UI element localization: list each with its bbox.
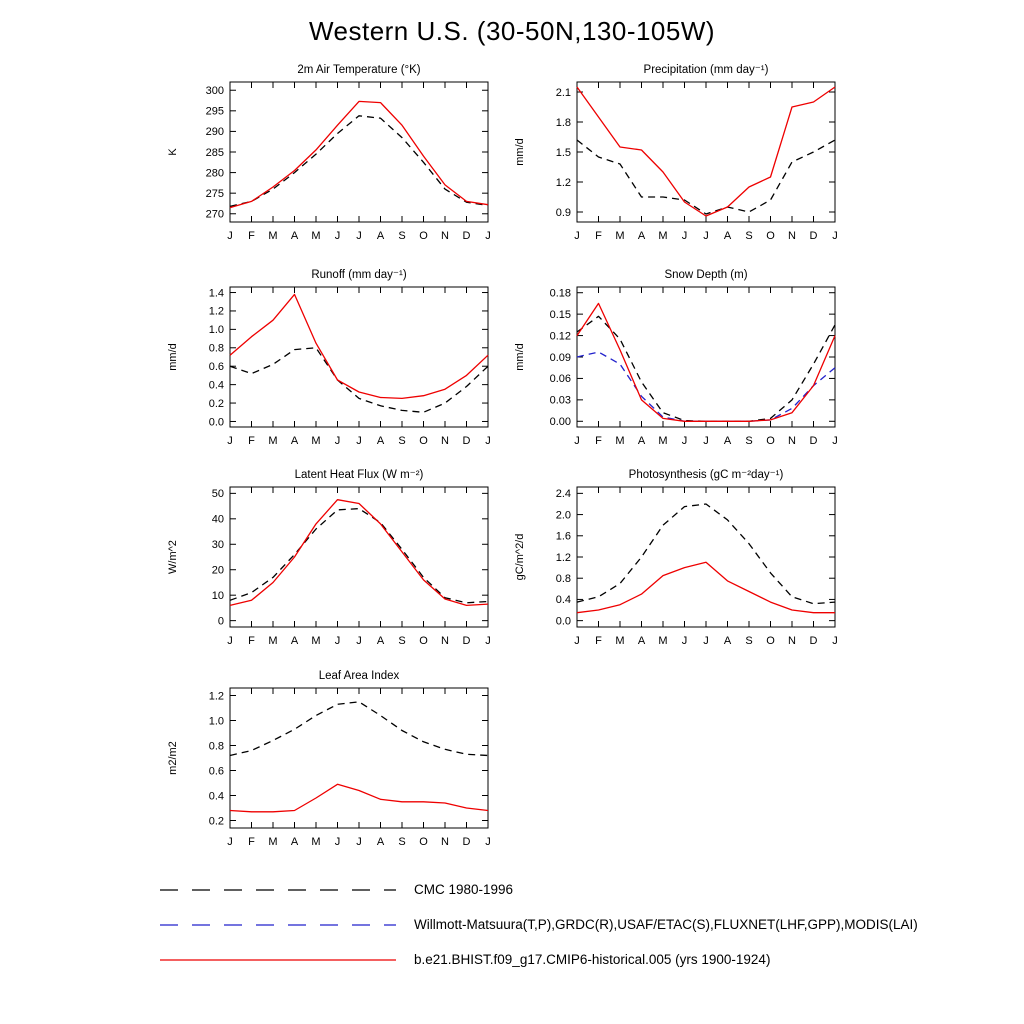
svg-text:M: M: [311, 435, 321, 447]
svg-text:A: A: [290, 635, 299, 647]
photosynthesis-chart: [497, 465, 847, 665]
svg-text:0.0: 0.0: [555, 615, 571, 628]
svg-text:A: A: [376, 435, 385, 447]
svg-text:J: J: [574, 230, 580, 242]
svg-text:1.2: 1.2: [555, 551, 571, 564]
svg-text:0.8: 0.8: [208, 342, 224, 355]
svg-text:0.6: 0.6: [208, 361, 224, 374]
svg-text:J: J: [703, 635, 709, 647]
svg-text:Photosynthesis (gC m⁻²day⁻¹): Photosynthesis (gC m⁻²day⁻¹): [628, 469, 784, 481]
svg-text:S: S: [398, 435, 406, 447]
svg-text:2m Air Temperature (°K): 2m Air Temperature (°K): [297, 64, 421, 76]
svg-text:N: N: [788, 230, 796, 242]
svg-text:J: J: [681, 435, 688, 447]
svg-text:0.09: 0.09: [549, 351, 571, 364]
svg-text:A: A: [637, 230, 646, 242]
svg-text:M: M: [311, 836, 321, 848]
precipitation-chart: [497, 60, 847, 260]
svg-text:280: 280: [205, 167, 224, 180]
legend-line-sample-dashed-blue: [158, 919, 398, 931]
svg-text:J: J: [227, 635, 233, 647]
svg-text:O: O: [419, 435, 428, 447]
legend-label: Willmott-Matsuura(T,P),GRDC(R),USAF/ETAC(S),FLUXNET(LHF,GPP),MODIS(LAI): [414, 917, 918, 932]
svg-text:2.0: 2.0: [555, 509, 571, 522]
svg-text:J: J: [681, 230, 688, 242]
svg-text:1.4: 1.4: [208, 287, 224, 300]
svg-text:0.00: 0.00: [549, 416, 571, 429]
svg-text:N: N: [441, 635, 449, 647]
svg-text:J: J: [485, 836, 491, 848]
svg-text:S: S: [745, 230, 753, 242]
svg-text:A: A: [290, 230, 299, 242]
svg-text:A: A: [723, 230, 732, 242]
svg-text:J: J: [227, 230, 233, 242]
svg-text:0.4: 0.4: [208, 790, 224, 803]
svg-text:0.03: 0.03: [549, 394, 571, 407]
legend-item-obs: [158, 907, 998, 942]
svg-text:mm/d: mm/d: [514, 343, 526, 371]
svg-text:295: 295: [205, 105, 224, 118]
svg-text:J: J: [334, 635, 341, 647]
svg-text:F: F: [595, 230, 602, 242]
svg-text:N: N: [441, 836, 449, 848]
svg-text:0.8: 0.8: [555, 573, 571, 586]
svg-text:285: 285: [205, 146, 224, 159]
svg-text:J: J: [832, 635, 838, 647]
svg-text:0.6: 0.6: [208, 765, 224, 778]
legend-line-sample-solid-red: [158, 954, 398, 966]
legend-line-sample-dashed-black: [158, 884, 398, 896]
svg-text:D: D: [809, 230, 818, 242]
svg-text:270: 270: [205, 208, 224, 221]
snow-depth-chart: [497, 265, 847, 465]
svg-text:1.2: 1.2: [208, 305, 224, 318]
svg-text:M: M: [268, 230, 278, 242]
legend: [158, 872, 998, 977]
svg-text:290: 290: [205, 126, 224, 139]
svg-text:2.1: 2.1: [555, 86, 571, 99]
svg-text:mm/d: mm/d: [514, 138, 526, 166]
svg-text:N: N: [441, 230, 449, 242]
svg-text:D: D: [809, 435, 818, 447]
svg-text:0.15: 0.15: [549, 308, 571, 321]
svg-text:J: J: [227, 836, 233, 848]
svg-text:J: J: [485, 435, 491, 447]
svg-text:Precipitation (mm day⁻¹): Precipitation (mm day⁻¹): [643, 64, 769, 76]
svg-text:30: 30: [211, 539, 224, 552]
svg-text:O: O: [766, 635, 775, 647]
svg-text:O: O: [419, 836, 428, 848]
svg-text:F: F: [248, 230, 255, 242]
svg-text:J: J: [681, 635, 688, 647]
svg-text:M: M: [268, 836, 278, 848]
svg-text:M: M: [615, 435, 625, 447]
svg-text:D: D: [809, 635, 818, 647]
svg-text:O: O: [419, 635, 428, 647]
svg-text:S: S: [745, 435, 753, 447]
svg-text:S: S: [745, 635, 753, 647]
svg-text:M: M: [615, 635, 625, 647]
svg-text:M: M: [268, 635, 278, 647]
legend-label: CMC 1980-1996: [414, 882, 514, 897]
svg-text:F: F: [595, 635, 602, 647]
svg-text:A: A: [723, 635, 732, 647]
svg-text:10: 10: [211, 589, 224, 602]
svg-text:0.18: 0.18: [549, 287, 571, 300]
svg-text:J: J: [703, 435, 709, 447]
svg-text:1.6: 1.6: [555, 530, 571, 543]
svg-text:D: D: [462, 836, 471, 848]
svg-text:D: D: [462, 435, 471, 447]
svg-text:Latent Heat Flux (W m⁻²): Latent Heat Flux (W m⁻²): [294, 469, 424, 481]
svg-text:J: J: [334, 836, 341, 848]
svg-text:Runoff (mm day⁻¹): Runoff (mm day⁻¹): [311, 269, 407, 281]
svg-text:0.06: 0.06: [549, 373, 571, 386]
svg-text:2.4: 2.4: [555, 488, 571, 501]
svg-text:J: J: [574, 635, 580, 647]
svg-text:S: S: [398, 635, 406, 647]
svg-text:J: J: [356, 230, 362, 242]
svg-text:J: J: [832, 435, 838, 447]
svg-text:M: M: [268, 435, 278, 447]
svg-text:J: J: [227, 435, 233, 447]
svg-text:0.4: 0.4: [555, 594, 571, 607]
svg-text:M: M: [658, 230, 668, 242]
svg-text:K: K: [167, 148, 179, 156]
svg-text:J: J: [356, 435, 362, 447]
svg-text:N: N: [788, 635, 796, 647]
svg-text:A: A: [290, 435, 299, 447]
svg-text:0: 0: [217, 615, 224, 628]
svg-text:0.9: 0.9: [555, 206, 571, 219]
svg-text:1.2: 1.2: [208, 690, 224, 703]
svg-text:1.8: 1.8: [555, 116, 571, 129]
svg-text:M: M: [658, 435, 668, 447]
svg-text:J: J: [334, 435, 341, 447]
svg-text:D: D: [462, 635, 471, 647]
svg-text:J: J: [356, 836, 362, 848]
svg-text:J: J: [485, 230, 491, 242]
svg-text:0.12: 0.12: [549, 330, 571, 343]
leaf-area-index-chart: [150, 666, 500, 866]
svg-text:0.2: 0.2: [208, 815, 224, 828]
svg-text:0.2: 0.2: [208, 397, 224, 410]
svg-text:J: J: [703, 230, 709, 242]
temperature-chart: [150, 60, 500, 260]
svg-text:N: N: [441, 435, 449, 447]
svg-text:F: F: [248, 635, 255, 647]
svg-text:A: A: [376, 230, 385, 242]
svg-text:300: 300: [205, 85, 224, 98]
svg-text:gC/m^2/d: gC/m^2/d: [514, 533, 526, 581]
svg-text:1.0: 1.0: [208, 715, 224, 728]
svg-text:S: S: [398, 836, 406, 848]
svg-text:J: J: [574, 435, 580, 447]
svg-text:D: D: [462, 230, 471, 242]
svg-text:0.8: 0.8: [208, 740, 224, 753]
legend-item-cmc: [158, 872, 998, 907]
svg-text:50: 50: [211, 488, 224, 501]
figure-title: Western U.S. (30-50N,130-105W): [308, 16, 716, 46]
svg-text:M: M: [311, 230, 321, 242]
svg-text:A: A: [376, 635, 385, 647]
svg-text:O: O: [766, 435, 775, 447]
svg-text:M: M: [615, 230, 625, 242]
svg-text:S: S: [398, 230, 406, 242]
svg-text:1.2: 1.2: [555, 176, 571, 189]
svg-text:J: J: [832, 230, 838, 242]
svg-text:M: M: [658, 635, 668, 647]
svg-text:mm/d: mm/d: [167, 343, 179, 371]
svg-text:F: F: [248, 435, 255, 447]
svg-text:0.0: 0.0: [208, 416, 224, 429]
svg-text:W/m^2: W/m^2: [167, 540, 179, 574]
svg-text:M: M: [311, 635, 321, 647]
svg-text:J: J: [334, 230, 341, 242]
svg-text:A: A: [723, 435, 732, 447]
legend-label: b.e21.BHIST.f09_g17.CMIP6-historical.005 (yrs 1900-1924): [414, 952, 771, 967]
svg-text:O: O: [766, 230, 775, 242]
svg-text:Leaf Area Index: Leaf Area Index: [318, 670, 400, 682]
svg-text:m2/m2: m2/m2: [167, 741, 179, 775]
svg-text:40: 40: [211, 513, 224, 526]
svg-text:A: A: [290, 836, 299, 848]
svg-text:N: N: [788, 435, 796, 447]
svg-text:O: O: [419, 230, 428, 242]
svg-text:A: A: [376, 836, 385, 848]
svg-text:F: F: [595, 435, 602, 447]
runoff-chart: [150, 265, 500, 465]
svg-text:20: 20: [211, 564, 224, 577]
svg-text:F: F: [248, 836, 255, 848]
svg-text:Snow Depth (m): Snow Depth (m): [664, 269, 748, 281]
svg-text:A: A: [637, 435, 646, 447]
svg-text:J: J: [356, 635, 362, 647]
svg-text:275: 275: [205, 187, 224, 200]
svg-text:1.0: 1.0: [208, 324, 224, 337]
svg-text:0.4: 0.4: [208, 379, 224, 392]
legend-item-model: [158, 942, 998, 977]
latent-heat-flux-chart: [150, 465, 500, 665]
svg-text:1.5: 1.5: [555, 146, 571, 159]
svg-text:A: A: [637, 635, 646, 647]
svg-text:J: J: [485, 635, 491, 647]
